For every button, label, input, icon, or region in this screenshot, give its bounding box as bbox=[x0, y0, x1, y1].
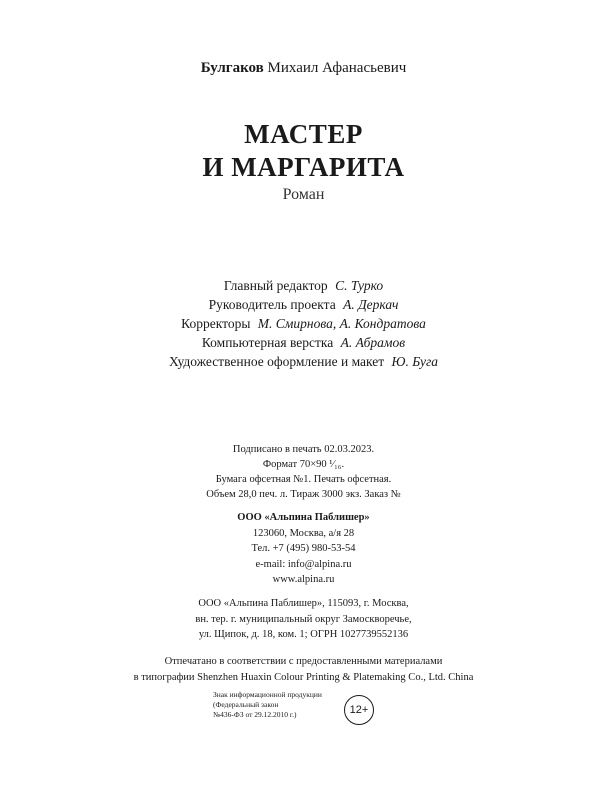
author-surname: Булгаков bbox=[200, 60, 264, 76]
publisher-name: ООО «Альпина Паблишер» bbox=[237, 512, 370, 523]
imprint-volume: Объем 28,0 печ. л. Тираж 3000 экз. Заказ № bbox=[206, 489, 401, 500]
author-given-names: Михаил Афанасьевич bbox=[267, 60, 407, 76]
credit-role: Художественное оформление и макет bbox=[168, 354, 385, 369]
publisher-email: e-mail: info@alpina.ru bbox=[255, 558, 352, 570]
book-title bbox=[0, 118, 607, 184]
credit-name: М. Смирнова, А. Кондратова bbox=[257, 316, 426, 331]
age-note-line-2: (Федеральный закон bbox=[213, 700, 279, 709]
credit-name: С. Турко bbox=[335, 278, 384, 293]
credit-row bbox=[0, 295, 607, 314]
publisher-block bbox=[0, 510, 607, 588]
imprint-format: Формат 70×90 ¹⁄₁₆. bbox=[262, 459, 345, 470]
imprint-paper: Бумага офсетная №1. Печать офсетная. bbox=[215, 474, 392, 485]
credit-role: Руководитель проекта bbox=[208, 297, 336, 312]
legal-line-2: вн. тер. г. муниципальный округ Замоскворечье, bbox=[195, 613, 412, 625]
credit-role: Корректоры bbox=[181, 316, 251, 331]
publisher-address: 123060, Москва, а/я 28 bbox=[252, 527, 355, 539]
author-line bbox=[0, 60, 607, 77]
credits-block bbox=[0, 276, 607, 371]
age-rating-note bbox=[213, 690, 343, 720]
book-genre: Роман bbox=[282, 186, 325, 203]
legal-line-3: ул. Щипок, д. 18, ком. 1; ОГРН 1027739552136 bbox=[198, 629, 409, 640]
publisher-website: www.alpina.ru bbox=[272, 574, 335, 585]
printed-line-2: в типографии Shenzhen Huaxin Colour Printing & Platemaking Co., Ltd. China bbox=[133, 671, 474, 683]
age-note-line-1: Знак информационной продукции bbox=[213, 690, 322, 699]
credit-name: А. Абрамов bbox=[340, 335, 406, 350]
credit-row bbox=[0, 333, 607, 352]
credit-row bbox=[0, 314, 607, 333]
publisher-phone: Тел. +7 (495) 980-53-54 bbox=[251, 543, 356, 554]
age-rating-badge: 12+ bbox=[344, 695, 374, 725]
credit-name: А. Деркач bbox=[343, 297, 399, 312]
age-note-line-3: №436-ФЗ от 29.12.2010 г.) bbox=[213, 710, 297, 719]
credit-name: Ю. Буга bbox=[391, 354, 439, 369]
credit-row bbox=[0, 352, 607, 371]
title-line-2: И МАРГАРИТА bbox=[202, 152, 405, 182]
printing-house-block bbox=[0, 654, 607, 685]
imprint-signed: Подписано в печать 02.03.2023. bbox=[232, 444, 375, 455]
credit-row bbox=[0, 276, 607, 295]
legal-address-block bbox=[0, 596, 607, 643]
credit-role: Компьютерная верстка bbox=[201, 335, 334, 350]
age-rating-block bbox=[213, 690, 413, 726]
print-imprint bbox=[0, 442, 607, 502]
legal-line-1: ООО «Альпина Паблишер», 115093, г. Москва, bbox=[198, 598, 409, 609]
credit-role: Главный редактор bbox=[223, 278, 328, 293]
title-line-1: МАСТЕР bbox=[244, 119, 363, 149]
printed-line-1: Отпечатано в соответствии с предоставленными материалами bbox=[164, 656, 443, 667]
